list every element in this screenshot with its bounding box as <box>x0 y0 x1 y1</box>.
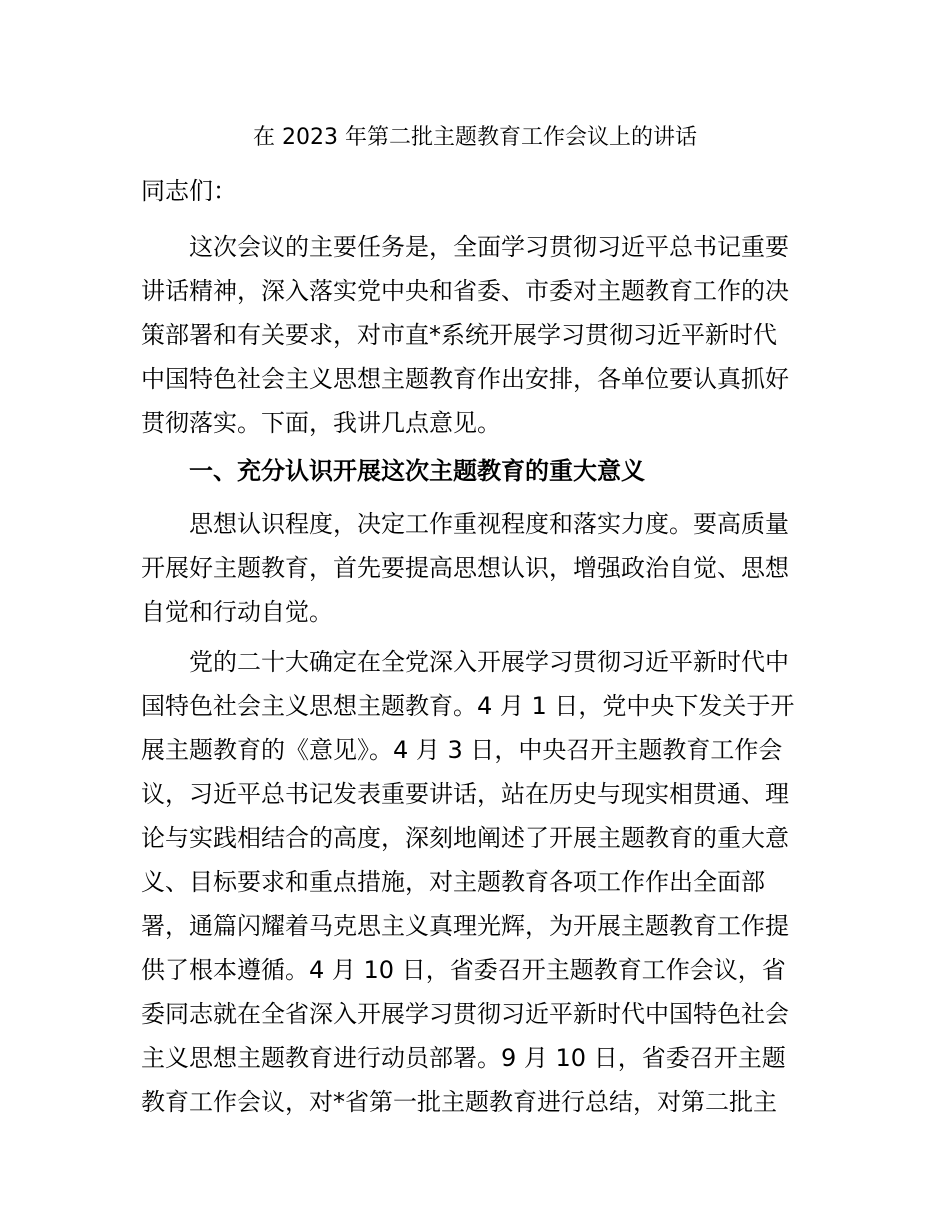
paragraph-line: 义、目标要求和重点措施，对主题教育各项工作作出全面部 <box>141 868 765 896</box>
paragraph-line: 议，习近平总书记发表重要讲话，站在历史与现实相贯通、理 <box>141 780 789 808</box>
paragraph-line: 供了根本遵循。4 月 10 日，省委召开主题教育工作会议，省 <box>141 956 786 984</box>
paragraph-line: 署，通篇闪耀着马克思主义真理光辉，为开展主题教育工作提 <box>141 912 789 940</box>
paragraph-line: 委同志就在全省深入开展学习贯彻习近平新时代中国特色社会 <box>141 1000 789 1028</box>
paragraph-line: 这次会议的主要任务是，全面学习贯彻习近平总书记重要 <box>189 233 789 261</box>
paragraph-line: 国特色社会主义思想主题教育。4 月 1 日，党中央下发关于开 <box>141 692 795 720</box>
paragraph-line: 思想认识程度，决定工作重视程度和落实力度。要高质量 <box>189 510 789 538</box>
paragraph-intro <box>141 225 813 445</box>
paragraph-background <box>141 640 813 1124</box>
paragraph-line: 中国特色社会主义思想主题教育作出安排，各单位要认真抓好 <box>141 365 789 393</box>
paragraph-line: 论与实践相结合的高度，深刻地阐述了开展主题教育的重大意 <box>141 824 789 852</box>
paragraph-line: 策部署和有关要求，对市直*系统开展学习贯彻习近平新时代 <box>141 321 777 349</box>
paragraph-line: 开展好主题教育，首先要提高思想认识，增强政治自觉、思想 <box>141 554 789 582</box>
paragraph-line: 党的二十大确定在全党深入开展学习贯彻习近平新时代中 <box>189 648 789 676</box>
paragraph-line: 主义思想主题教育进行动员部署。9 月 10 日，省委召开主题 <box>141 1044 786 1072</box>
paragraph-line: 讲话精神，深入落实党中央和省委、市委对主题教育工作的决 <box>141 277 789 305</box>
paragraph-awareness <box>141 502 813 634</box>
section-heading: 一、充分认识开展这次主题教育的重大意义 <box>189 457 645 485</box>
paragraph-line: 贯彻落实。下面，我讲几点意见。 <box>141 409 501 437</box>
paragraph-line: 展主题教育的《意见》。4 月 3 日，中央召开主题教育工作会 <box>141 736 783 764</box>
paragraph-line: 自觉和行动自觉。 <box>141 598 333 626</box>
paragraph-line: 教育工作会议，对*省第一批主题教育进行总结，对第二批主 <box>141 1088 777 1116</box>
document-title: 在 2023 年第二批主题教育工作会议上的讲话 <box>253 125 697 150</box>
salutation: 同志们： <box>141 177 237 205</box>
